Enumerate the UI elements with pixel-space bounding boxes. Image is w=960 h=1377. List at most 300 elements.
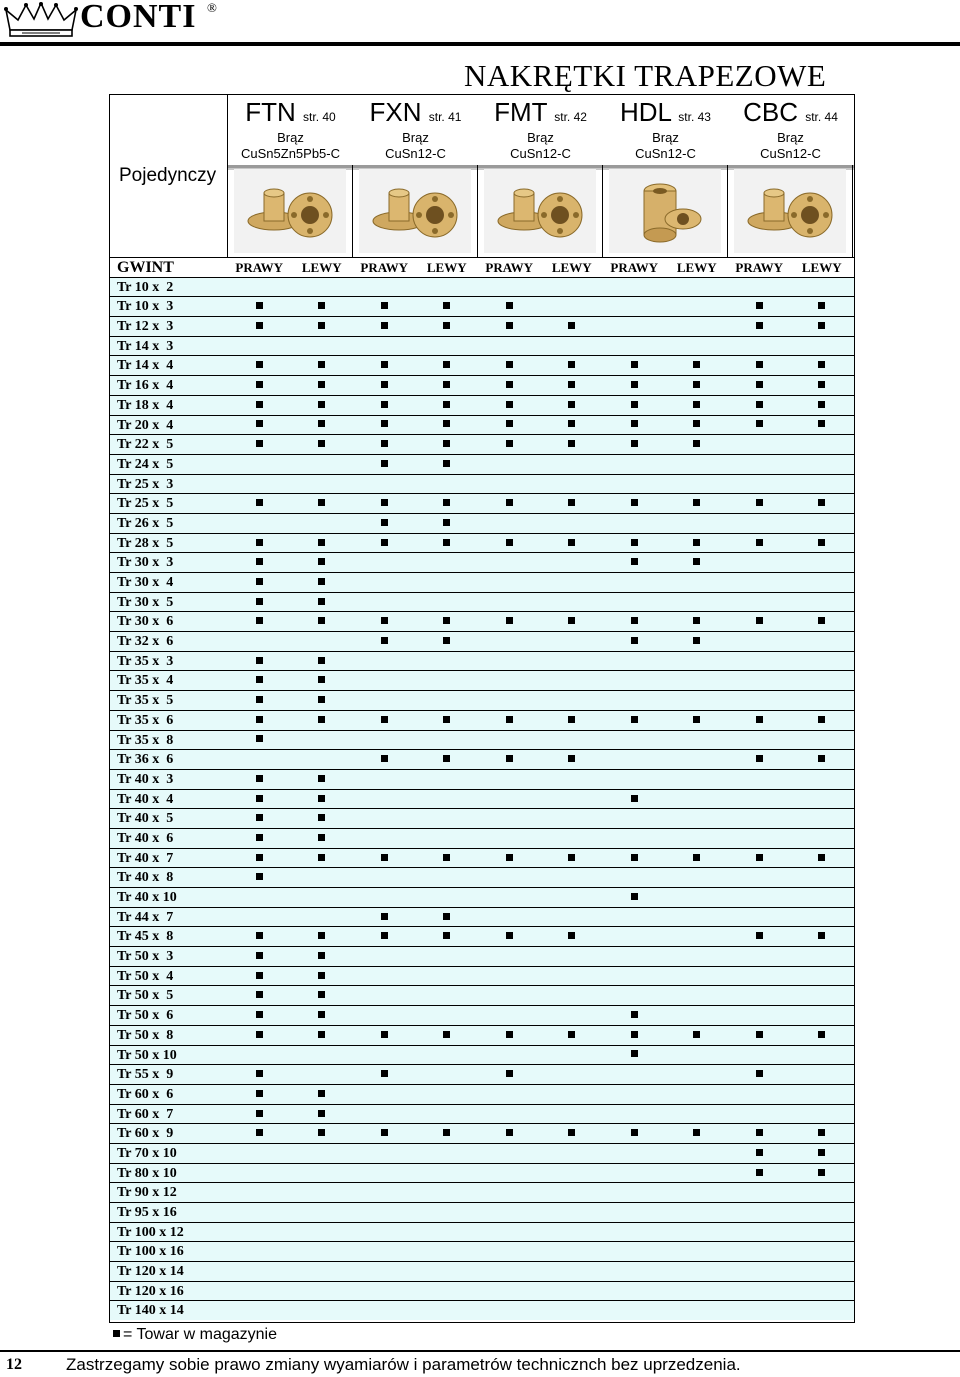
stock-cell <box>541 770 604 789</box>
stock-cell <box>728 829 791 848</box>
stock-cell <box>416 652 479 671</box>
stock-cell <box>603 1105 666 1124</box>
in-stock-mark-icon <box>381 499 388 506</box>
in-stock-mark-icon <box>443 854 450 861</box>
stock-cell <box>353 514 416 533</box>
in-stock-mark-icon <box>443 322 450 329</box>
stock-cell <box>666 573 729 592</box>
stock-cell <box>603 986 666 1005</box>
thread-size: Tr 90 x 12 <box>117 1185 177 1201</box>
stock-cell <box>728 1262 791 1281</box>
thread-size: Tr 40 x 10 <box>117 890 177 905</box>
stock-cell <box>791 1105 854 1124</box>
in-stock-mark-icon <box>256 1129 263 1136</box>
in-stock-mark-icon <box>256 539 263 546</box>
table-row <box>110 434 854 454</box>
stock-cell <box>228 849 291 868</box>
stock-cell <box>228 1262 291 1281</box>
stock-cell <box>728 534 791 553</box>
stock-cell <box>666 927 729 946</box>
stock-cell <box>666 534 729 553</box>
stock-cell <box>478 1282 541 1301</box>
in-stock-mark-icon <box>756 1070 763 1077</box>
stock-cell <box>353 396 416 415</box>
stock-cell <box>541 1144 604 1163</box>
in-stock-mark-icon <box>381 401 388 408</box>
in-stock-mark-icon <box>443 913 450 920</box>
table-row <box>110 1241 854 1261</box>
bronze-nut-icon <box>740 171 840 251</box>
stock-cell <box>416 1046 479 1065</box>
stock-cell <box>603 868 666 887</box>
stock-cell <box>603 297 666 316</box>
in-stock-mark-icon <box>756 755 763 762</box>
in-stock-mark-icon <box>256 657 263 664</box>
stock-cell <box>603 1085 666 1104</box>
stock-cell <box>353 1164 416 1183</box>
stock-cell <box>353 1203 416 1222</box>
in-stock-mark-icon <box>318 1129 325 1136</box>
thread-size: Tr 50 x 8 <box>117 1027 174 1043</box>
stock-cell <box>228 337 291 356</box>
stock-cell <box>541 1046 604 1065</box>
thread-size: Tr 12 x 3 <box>117 319 174 335</box>
stock-cell <box>478 1203 541 1222</box>
product-header-2 <box>478 95 603 165</box>
stock-cell <box>416 849 479 868</box>
in-stock-mark-icon <box>443 519 450 526</box>
in-stock-mark-icon <box>256 932 263 939</box>
stock-cell <box>541 1105 604 1124</box>
in-stock-mark-icon <box>256 972 263 979</box>
stock-cell <box>353 475 416 494</box>
stock-cell <box>791 1065 854 1084</box>
table-row <box>110 631 854 651</box>
table-row <box>110 1123 854 1143</box>
bronze-nut-icon <box>365 171 465 251</box>
stock-cell <box>603 829 666 848</box>
table-row <box>110 1104 854 1124</box>
in-stock-mark-icon <box>443 755 450 762</box>
in-stock-mark-icon <box>443 302 450 309</box>
in-stock-mark-icon <box>318 795 325 802</box>
stock-cell <box>291 376 354 395</box>
stock-cell <box>603 671 666 690</box>
stock-cell <box>291 356 354 375</box>
stock-cell <box>353 1144 416 1163</box>
stock-cell <box>416 947 479 966</box>
stock-cell <box>603 455 666 474</box>
stock-cell <box>478 809 541 828</box>
availability-table <box>109 94 855 1323</box>
stock-cell <box>228 376 291 395</box>
stock-cell <box>728 849 791 868</box>
table-row <box>110 651 854 671</box>
stock-cell <box>541 671 604 690</box>
stock-cell <box>541 612 604 631</box>
stock-cell <box>728 317 791 336</box>
stock-cell <box>791 396 854 415</box>
in-stock-mark-icon <box>818 420 825 427</box>
stock-cell <box>791 1301 854 1320</box>
stock-cell <box>416 671 479 690</box>
stock-cell <box>353 809 416 828</box>
stock-cell <box>416 1085 479 1104</box>
table-row <box>110 1261 854 1281</box>
thread-size: Tr 95 x 16 <box>117 1205 177 1220</box>
stock-cell <box>728 908 791 927</box>
stock-cell <box>228 494 291 513</box>
stock-cell <box>791 1223 854 1242</box>
legend-text: = Towar w magazynie <box>123 1326 277 1343</box>
stock-cell <box>291 652 354 671</box>
thread-size: Tr 40 x 5 <box>117 811 174 827</box>
stock-cell <box>541 750 604 769</box>
stock-cell <box>603 770 666 789</box>
stock-cell <box>791 927 854 946</box>
stock-cell <box>353 494 416 513</box>
stock-cell <box>541 1282 604 1301</box>
table-row <box>110 296 854 316</box>
stock-cell <box>666 1144 729 1163</box>
stock-cell <box>666 908 729 927</box>
table-row <box>110 1064 854 1084</box>
product-header-1 <box>353 95 478 165</box>
stock-cell <box>666 455 729 474</box>
stock-cell <box>666 868 729 887</box>
stock-cell <box>291 632 354 651</box>
thread-size: Tr 28 x 5 <box>117 535 174 551</box>
stock-cell <box>416 908 479 927</box>
product-header-0 <box>228 95 353 165</box>
stock-cell <box>228 297 291 316</box>
stock-cell <box>541 455 604 474</box>
stock-cell <box>228 435 291 454</box>
in-stock-mark-icon <box>256 598 263 605</box>
in-stock-mark-icon <box>568 499 575 506</box>
stock-cell <box>291 475 354 494</box>
stock-cell <box>666 888 729 907</box>
in-stock-mark-icon <box>631 893 638 900</box>
stock-cell <box>416 888 479 907</box>
stock-cell <box>228 396 291 415</box>
stock-cell <box>541 435 604 454</box>
thread-size: Tr 30 x 6 <box>117 614 174 630</box>
in-stock-mark-icon <box>318 302 325 309</box>
stock-cell <box>791 356 854 375</box>
stock-cell <box>353 1105 416 1124</box>
stock-cell <box>791 1203 854 1222</box>
thread-size: Tr 44 x 7 <box>117 909 174 925</box>
stock-cell <box>666 967 729 986</box>
stock-cell <box>666 947 729 966</box>
stock-cell <box>791 593 854 612</box>
table-row <box>110 1202 854 1222</box>
stock-cell <box>291 534 354 553</box>
table-row <box>110 887 854 907</box>
in-stock-mark-icon <box>256 1070 263 1077</box>
stock-cell <box>353 1006 416 1025</box>
stock-cell <box>728 514 791 533</box>
in-stock-mark-icon <box>443 381 450 388</box>
in-stock-mark-icon <box>318 440 325 447</box>
stock-cell <box>228 888 291 907</box>
thread-size: Tr 14 x 4 <box>117 358 174 374</box>
stock-cell <box>353 731 416 750</box>
in-stock-mark-icon <box>631 617 638 624</box>
in-stock-mark-icon <box>381 617 388 624</box>
stock-cell <box>478 671 541 690</box>
stock-cell <box>541 1006 604 1025</box>
stock-cell <box>541 1301 604 1320</box>
in-stock-mark-icon <box>818 539 825 546</box>
stock-cell <box>353 986 416 1005</box>
stock-cell <box>666 750 729 769</box>
stock-cell <box>478 1065 541 1084</box>
in-stock-mark-icon <box>631 401 638 408</box>
stock-cell <box>666 671 729 690</box>
stock-cell <box>228 1242 291 1261</box>
stock-cell <box>728 573 791 592</box>
table-row <box>110 316 854 336</box>
stock-cell <box>353 337 416 356</box>
stock-cell <box>416 1262 479 1281</box>
stock-cell <box>791 790 854 809</box>
stock-cell <box>353 671 416 690</box>
stock-cell <box>416 1223 479 1242</box>
thread-size: Tr 140 x 14 <box>117 1303 184 1319</box>
table-row <box>110 375 854 395</box>
stock-cell <box>603 691 666 710</box>
stock-cell <box>291 927 354 946</box>
stock-cell <box>353 868 416 887</box>
stock-cell <box>541 534 604 553</box>
in-stock-mark-icon <box>381 539 388 546</box>
stock-cell <box>353 612 416 631</box>
stock-cell <box>291 1105 354 1124</box>
table-row <box>110 454 854 474</box>
table-row <box>110 1182 854 1202</box>
stock-cell <box>228 1124 291 1143</box>
table-row <box>110 848 854 868</box>
in-stock-mark-icon <box>631 716 638 723</box>
stock-cell <box>666 1065 729 1084</box>
legend <box>113 1326 277 1344</box>
stock-cell <box>291 750 354 769</box>
stock-cell <box>728 790 791 809</box>
stock-cell <box>478 947 541 966</box>
in-stock-mark-icon <box>256 381 263 388</box>
in-stock-mark-icon <box>693 617 700 624</box>
in-stock-mark-icon <box>256 499 263 506</box>
stock-cell <box>416 731 479 750</box>
stock-cell <box>728 750 791 769</box>
in-stock-mark-icon <box>756 617 763 624</box>
stock-cell <box>728 553 791 572</box>
in-stock-mark-icon <box>318 716 325 723</box>
stock-cell <box>478 317 541 336</box>
table-row <box>110 789 854 809</box>
thread-size: Tr 25 x 5 <box>117 496 174 512</box>
stock-cell <box>541 790 604 809</box>
in-stock-mark-icon <box>631 499 638 506</box>
stock-cell <box>603 356 666 375</box>
thread-size: Tr 35 x 4 <box>117 673 174 689</box>
stock-cell <box>603 849 666 868</box>
stock-cell <box>791 553 854 572</box>
in-stock-mark-icon <box>506 716 513 723</box>
stock-cell <box>603 1282 666 1301</box>
stock-cell <box>353 849 416 868</box>
in-stock-mark-icon <box>256 401 263 408</box>
in-stock-mark-icon <box>318 952 325 959</box>
thread-size: Tr 30 x 3 <box>117 555 174 571</box>
stock-cell <box>478 278 541 297</box>
in-stock-mark-icon <box>256 420 263 427</box>
stock-cell <box>291 1203 354 1222</box>
stock-cell <box>291 1065 354 1084</box>
stock-cell <box>291 435 354 454</box>
in-stock-mark-icon <box>381 420 388 427</box>
stock-cell <box>791 652 854 671</box>
in-stock-mark-icon <box>818 499 825 506</box>
stock-cell <box>228 553 291 572</box>
table-row <box>110 985 854 1005</box>
stock-cell <box>291 691 354 710</box>
stock-cell <box>603 632 666 651</box>
stock-cell <box>666 1164 729 1183</box>
stock-cell <box>666 1124 729 1143</box>
stock-cell <box>666 416 729 435</box>
in-stock-mark-icon <box>318 814 325 821</box>
in-stock-mark-icon <box>318 401 325 408</box>
stock-cell <box>666 809 729 828</box>
in-stock-mark-icon <box>756 322 763 329</box>
stock-cell <box>603 888 666 907</box>
table-row <box>110 828 854 848</box>
stock-cell <box>291 1301 354 1320</box>
stock-cell <box>291 1006 354 1025</box>
stock-cell <box>666 553 729 572</box>
stock-cell <box>603 278 666 297</box>
stock-cell <box>291 494 354 513</box>
table-row <box>110 355 854 375</box>
in-stock-mark-icon <box>381 1070 388 1077</box>
stock-cell <box>353 1301 416 1320</box>
stock-cell <box>666 1026 729 1045</box>
product-grade: CuSn5Zn5Pb5-C <box>241 146 340 161</box>
in-stock-mark-icon <box>318 775 325 782</box>
stock-cell <box>791 750 854 769</box>
stock-cell <box>291 947 354 966</box>
left-hand-header: LEWY <box>426 260 467 275</box>
stock-cell <box>728 475 791 494</box>
stock-cell <box>541 829 604 848</box>
in-stock-mark-icon <box>443 1031 450 1038</box>
in-stock-mark-icon <box>381 302 388 309</box>
stock-cell <box>728 1183 791 1202</box>
stock-cell <box>541 1242 604 1261</box>
stock-cell <box>228 1183 291 1202</box>
product-material: Brąz <box>402 130 429 145</box>
in-stock-mark-icon <box>818 401 825 408</box>
stock-cell <box>541 1065 604 1084</box>
stock-cell <box>291 593 354 612</box>
in-stock-mark-icon <box>756 854 763 861</box>
stock-cell <box>416 632 479 651</box>
registered-mark: ® <box>207 0 217 15</box>
stock-cell <box>666 1203 729 1222</box>
stock-cell <box>791 849 854 868</box>
stock-cell <box>478 1006 541 1025</box>
in-stock-mark-icon <box>318 1090 325 1097</box>
stock-cell <box>353 652 416 671</box>
thread-size: Tr 32 x 6 <box>117 634 174 650</box>
stock-cell <box>416 1242 479 1261</box>
stock-cell <box>728 947 791 966</box>
stock-cell <box>353 908 416 927</box>
stock-cell <box>666 1223 729 1242</box>
in-stock-mark-icon <box>568 361 575 368</box>
thread-size: Tr 35 x 3 <box>117 653 174 669</box>
header-rule <box>0 42 960 46</box>
stock-cell <box>291 1026 354 1045</box>
stock-cell <box>228 356 291 375</box>
stock-cell <box>541 927 604 946</box>
in-stock-mark-icon <box>818 302 825 309</box>
table-row <box>110 592 854 612</box>
stock-cell <box>416 986 479 1005</box>
in-stock-mark-icon <box>568 420 575 427</box>
in-stock-mark-icon <box>256 322 263 329</box>
in-stock-mark-icon <box>693 716 700 723</box>
stock-cell <box>791 1144 854 1163</box>
in-stock-mark-icon <box>818 716 825 723</box>
table-row <box>110 867 854 887</box>
stock-cell <box>541 593 604 612</box>
thread-size: Tr 30 x 5 <box>117 594 174 610</box>
thread-size: Tr 30 x 4 <box>117 575 174 590</box>
stock-cell <box>416 750 479 769</box>
stock-cell <box>228 278 291 297</box>
in-stock-mark-icon <box>506 361 513 368</box>
stock-cell <box>291 514 354 533</box>
in-stock-mark-icon <box>756 1031 763 1038</box>
thread-size: Tr 120 x 14 <box>117 1264 184 1280</box>
stock-cell <box>478 652 541 671</box>
stock-cell <box>416 829 479 848</box>
stock-cell <box>228 534 291 553</box>
stock-cell <box>791 868 854 887</box>
in-stock-mark-icon <box>443 637 450 644</box>
stock-cell <box>228 986 291 1005</box>
stock-cell <box>228 1301 291 1320</box>
stock-cell <box>541 691 604 710</box>
table-row <box>110 1005 854 1025</box>
stock-cell <box>603 514 666 533</box>
in-stock-mark-icon <box>818 755 825 762</box>
stock-cell <box>666 1105 729 1124</box>
stock-cell <box>228 593 291 612</box>
stock-cell <box>228 1026 291 1045</box>
stock-cell <box>291 671 354 690</box>
in-stock-mark-icon <box>756 381 763 388</box>
stock-cell <box>666 790 729 809</box>
stock-cell <box>478 455 541 474</box>
in-stock-mark-icon <box>256 302 263 309</box>
stock-cell <box>666 376 729 395</box>
stock-cell <box>353 691 416 710</box>
